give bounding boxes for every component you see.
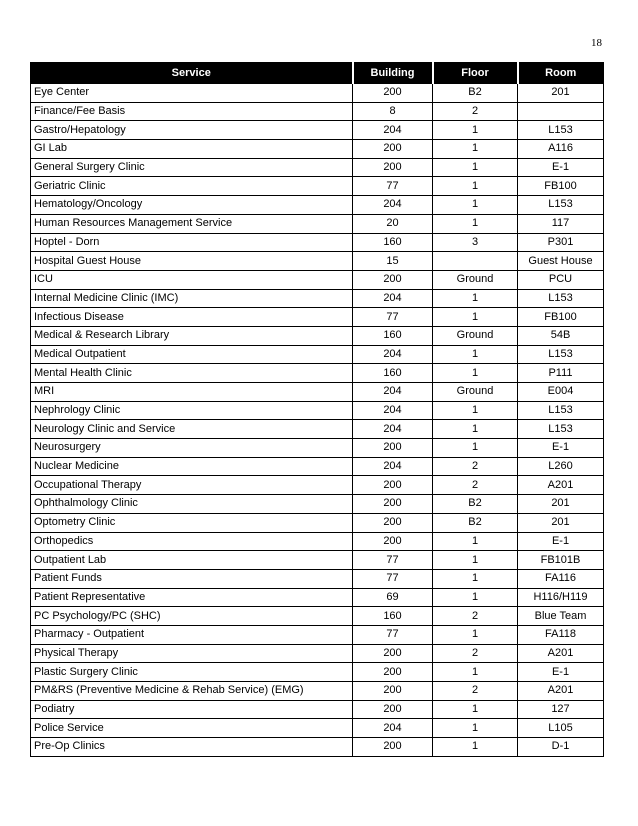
cell-building: 204 (353, 457, 433, 476)
table-row (31, 158, 604, 177)
cell-room: L153 (518, 196, 604, 215)
table-row (31, 270, 604, 289)
cell-building: 204 (353, 196, 433, 215)
table-row (31, 476, 604, 495)
cell-floor: 1 (433, 532, 518, 551)
cell-room: E-1 (518, 663, 604, 682)
cell-room: A201 (518, 644, 604, 663)
cell-building: 200 (353, 158, 433, 177)
cell-building: 204 (353, 719, 433, 738)
cell-room: 201 (518, 495, 604, 514)
cell-floor: 1 (433, 401, 518, 420)
cell-service: Hospital Guest House (31, 252, 353, 271)
cell-floor: 2 (433, 682, 518, 701)
cell-room: H116/H119 (518, 588, 604, 607)
table-row (31, 121, 604, 140)
cell-building: 160 (353, 233, 433, 252)
cell-floor: 1 (433, 158, 518, 177)
table-row (31, 569, 604, 588)
cell-floor: 2 (433, 644, 518, 663)
cell-service: General Surgery Clinic (31, 158, 353, 177)
service-directory-table (30, 62, 604, 757)
cell-floor: 1 (433, 140, 518, 159)
cell-service: Gastro/Hepatology (31, 121, 353, 140)
table-row (31, 102, 604, 121)
table-row (31, 196, 604, 215)
cell-floor: 1 (433, 588, 518, 607)
table-row (31, 700, 604, 719)
table-row (31, 252, 604, 271)
cell-service: Ophthalmology Clinic (31, 495, 353, 514)
cell-room: Guest House (518, 252, 604, 271)
cell-floor: 1 (433, 289, 518, 308)
cell-building: 77 (353, 551, 433, 570)
cell-service: Neurology Clinic and Service (31, 420, 353, 439)
cell-floor: 1 (433, 719, 518, 738)
cell-room: 54B (518, 326, 604, 345)
cell-room: L153 (518, 289, 604, 308)
cell-service: Physical Therapy (31, 644, 353, 663)
cell-floor: B2 (433, 84, 518, 103)
cell-floor (433, 252, 518, 271)
cell-building: 200 (353, 84, 433, 103)
cell-building: 204 (353, 121, 433, 140)
cell-room: P301 (518, 233, 604, 252)
cell-floor: Ground (433, 270, 518, 289)
cell-room: FA118 (518, 625, 604, 644)
cell-building: 204 (353, 420, 433, 439)
header-room: Room (518, 63, 604, 84)
cell-floor: 1 (433, 364, 518, 383)
cell-building: 77 (353, 308, 433, 327)
table-row (31, 345, 604, 364)
table-row (31, 682, 604, 701)
table-row (31, 214, 604, 233)
cell-building: 200 (353, 495, 433, 514)
cell-floor: B2 (433, 495, 518, 514)
table-row (31, 513, 604, 532)
cell-building: 204 (353, 289, 433, 308)
cell-service: Orthopedics (31, 532, 353, 551)
cell-floor: 2 (433, 457, 518, 476)
table-row (31, 140, 604, 159)
cell-service: Plastic Surgery Clinic (31, 663, 353, 682)
cell-floor: 1 (433, 439, 518, 458)
cell-service: Medical & Research Library (31, 326, 353, 345)
cell-building: 200 (353, 738, 433, 757)
cell-service: Patient Representative (31, 588, 353, 607)
cell-floor: 1 (433, 569, 518, 588)
cell-building: 160 (353, 364, 433, 383)
cell-floor: 1 (433, 214, 518, 233)
cell-service: Patient Funds (31, 569, 353, 588)
cell-service: Optometry Clinic (31, 513, 353, 532)
cell-floor: 1 (433, 663, 518, 682)
cell-service: PM&RS (Preventive Medicine & Rehab Service) (EMG) (31, 682, 353, 701)
table-header (31, 63, 604, 84)
table-row (31, 439, 604, 458)
cell-service: MRI (31, 383, 353, 402)
cell-room (518, 102, 604, 121)
cell-building: 200 (353, 682, 433, 701)
cell-service: Mental Health Clinic (31, 364, 353, 383)
cell-service: GI Lab (31, 140, 353, 159)
cell-service: Finance/Fee Basis (31, 102, 353, 121)
cell-service: Pre-Op Clinics (31, 738, 353, 757)
cell-room: FB100 (518, 308, 604, 327)
cell-service: Nuclear Medicine (31, 457, 353, 476)
table-row (31, 532, 604, 551)
cell-floor: Ground (433, 326, 518, 345)
table-row (31, 644, 604, 663)
table-row (31, 457, 604, 476)
cell-floor: 1 (433, 738, 518, 757)
cell-floor: 1 (433, 308, 518, 327)
cell-service: Geriatric Clinic (31, 177, 353, 196)
cell-room: 201 (518, 84, 604, 103)
cell-building: 200 (353, 532, 433, 551)
cell-service: Human Resources Management Service (31, 214, 353, 233)
table-row (31, 289, 604, 308)
cell-room: P111 (518, 364, 604, 383)
header-floor: Floor (433, 63, 518, 84)
table-row (31, 551, 604, 570)
cell-floor: 1 (433, 121, 518, 140)
cell-service: Internal Medicine Clinic (IMC) (31, 289, 353, 308)
cell-floor: 1 (433, 196, 518, 215)
table-body (31, 84, 604, 757)
cell-floor: 1 (433, 177, 518, 196)
cell-floor: 2 (433, 102, 518, 121)
cell-floor: 1 (433, 625, 518, 644)
cell-building: 77 (353, 177, 433, 196)
cell-room: 117 (518, 214, 604, 233)
table-row (31, 663, 604, 682)
table-row (31, 177, 604, 196)
cell-room: 127 (518, 700, 604, 719)
cell-service: ICU (31, 270, 353, 289)
cell-service: Medical Outpatient (31, 345, 353, 364)
table-row (31, 401, 604, 420)
cell-building: 200 (353, 476, 433, 495)
cell-building: 200 (353, 644, 433, 663)
cell-building: 200 (353, 700, 433, 719)
cell-building: 77 (353, 569, 433, 588)
table-row (31, 607, 604, 626)
cell-service: Nephrology Clinic (31, 401, 353, 420)
table-row (31, 326, 604, 345)
cell-building: 8 (353, 102, 433, 121)
cell-building: 160 (353, 326, 433, 345)
cell-room: FA116 (518, 569, 604, 588)
cell-floor: 2 (433, 476, 518, 495)
cell-room: A201 (518, 682, 604, 701)
cell-service: Pharmacy - Outpatient (31, 625, 353, 644)
cell-service: Hoptel - Dorn (31, 233, 353, 252)
cell-floor: 1 (433, 551, 518, 570)
cell-service: Podiatry (31, 700, 353, 719)
cell-floor: 1 (433, 345, 518, 364)
cell-building: 204 (353, 345, 433, 364)
cell-building: 20 (353, 214, 433, 233)
cell-building: 15 (353, 252, 433, 271)
cell-floor: Ground (433, 383, 518, 402)
table-row (31, 588, 604, 607)
cell-room: L260 (518, 457, 604, 476)
cell-service: Neurosurgery (31, 439, 353, 458)
table-row (31, 738, 604, 757)
cell-room: FB101B (518, 551, 604, 570)
table-row (31, 420, 604, 439)
cell-room: L153 (518, 420, 604, 439)
cell-room: L153 (518, 345, 604, 364)
cell-service: PC Psychology/PC (SHC) (31, 607, 353, 626)
cell-service: Outpatient Lab (31, 551, 353, 570)
table-row (31, 383, 604, 402)
table-row (31, 84, 604, 103)
cell-floor: 3 (433, 233, 518, 252)
cell-building: 69 (353, 588, 433, 607)
cell-building: 77 (353, 625, 433, 644)
table-row (31, 719, 604, 738)
cell-room: L105 (518, 719, 604, 738)
cell-building: 204 (353, 383, 433, 402)
cell-floor: 1 (433, 700, 518, 719)
cell-room: L153 (518, 121, 604, 140)
cell-room: E004 (518, 383, 604, 402)
cell-building: 160 (353, 607, 433, 626)
table-row (31, 495, 604, 514)
table-row (31, 364, 604, 383)
cell-room: L153 (518, 401, 604, 420)
cell-service: Hematology/Oncology (31, 196, 353, 215)
cell-room: E-1 (518, 532, 604, 551)
header-building: Building (353, 63, 433, 84)
table-row (31, 233, 604, 252)
cell-service: Eye Center (31, 84, 353, 103)
cell-room: PCU (518, 270, 604, 289)
cell-floor: B2 (433, 513, 518, 532)
cell-room: 201 (518, 513, 604, 532)
cell-room: A201 (518, 476, 604, 495)
cell-building: 200 (353, 439, 433, 458)
cell-building: 200 (353, 513, 433, 532)
cell-room: E-1 (518, 158, 604, 177)
cell-building: 200 (353, 270, 433, 289)
header-service: Service (31, 63, 353, 84)
cell-service: Infectious Disease (31, 308, 353, 327)
header-row (31, 63, 604, 84)
cell-floor: 1 (433, 420, 518, 439)
cell-building: 204 (353, 401, 433, 420)
cell-room: FB100 (518, 177, 604, 196)
cell-room: Blue Team (518, 607, 604, 626)
cell-room: A116 (518, 140, 604, 159)
table-row (31, 308, 604, 327)
cell-service: Occupational Therapy (31, 476, 353, 495)
cell-room: E-1 (518, 439, 604, 458)
table-row (31, 625, 604, 644)
cell-service: Police Service (31, 719, 353, 738)
cell-floor: 2 (433, 607, 518, 626)
page-number: 18 (591, 37, 602, 49)
cell-room: D-1 (518, 738, 604, 757)
cell-building: 200 (353, 140, 433, 159)
cell-building: 200 (353, 663, 433, 682)
